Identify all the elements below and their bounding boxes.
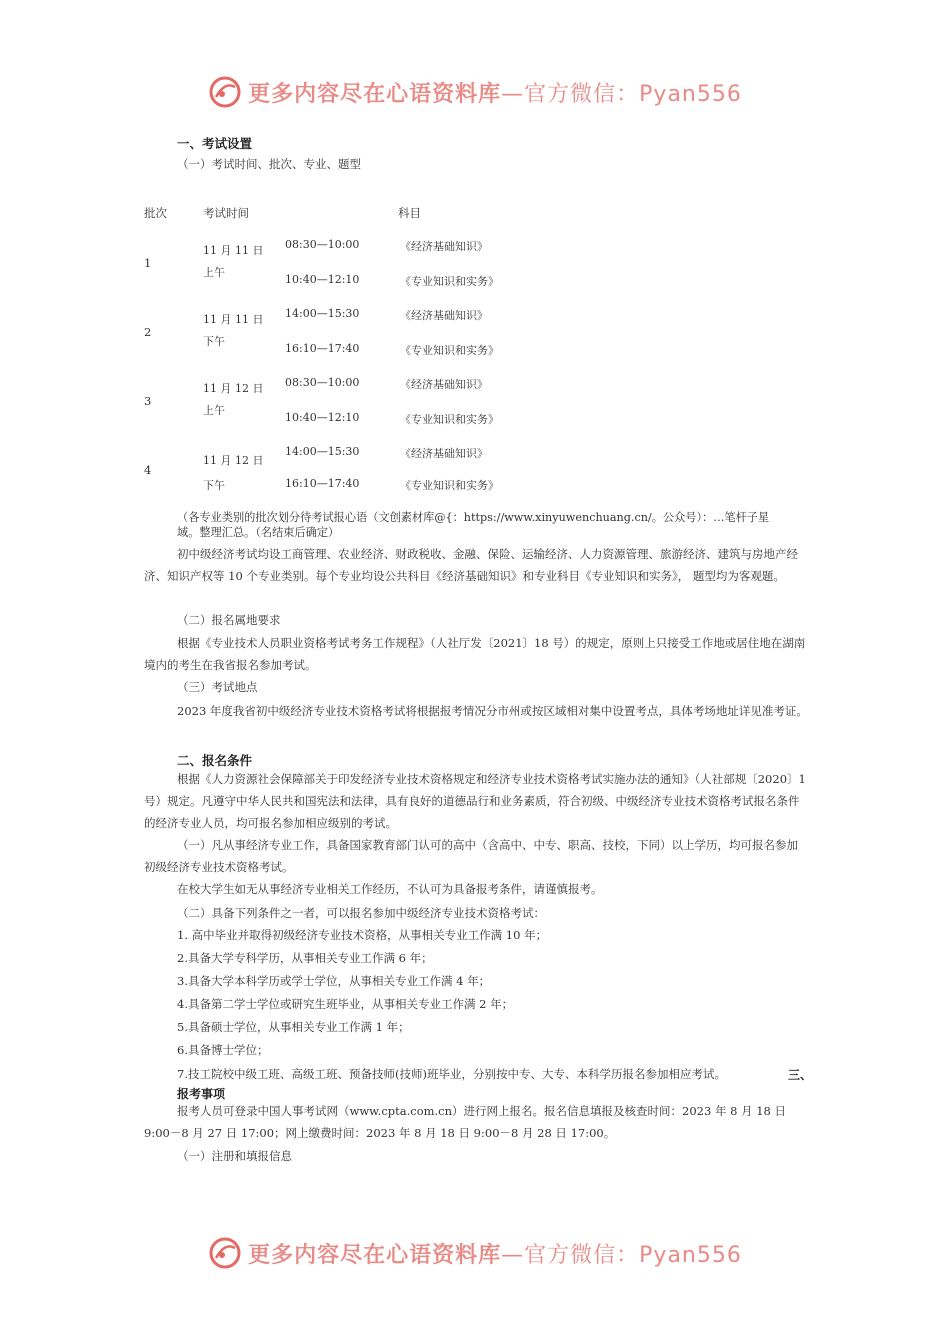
watermark-text: 更多内容尽在心语资料库—官方微信：Pyan556	[248, 81, 742, 107]
section-3-title-prefix: 三、	[788, 1068, 813, 1082]
exam-time-slot: 10:40—12:10	[285, 411, 360, 424]
section-1-title: 一、考试设置	[177, 136, 253, 151]
paragraph-registration-location: 根据《专业技术人员职业资格考试考务工作规程》（人社厅发〔2021〕18 号）的规定，原则上只接受工作地或居住地在湖南境内的考生在我省报名参加考试。	[144, 636, 806, 672]
list-item: 1. 高中毕业并取得初级经济专业技术资格，从事相关专业工作满 10 年；	[177, 928, 548, 942]
batch-number: 3	[144, 394, 152, 408]
batch-date: 11 月 11 日	[203, 313, 264, 326]
watermark-banner-top	[0, 70, 950, 114]
batch-period: 下午	[203, 479, 225, 492]
logo-icon	[208, 75, 242, 109]
watermark-text: 更多内容尽在心语资料库—官方微信：Pyan556	[248, 1242, 742, 1268]
table-header-time: 考试时间	[203, 206, 249, 220]
table-header-batch: 批次	[144, 206, 167, 220]
paragraph-junior-eligibility: （一）凡从事经济专业工作，具备国家教育部门认可的高中（含高中、中专、职高、技校，下同）以上学历，均可报名参加初级经济专业技术资格考试。	[144, 838, 798, 874]
exam-subject: 《经济基础知识》	[400, 309, 488, 322]
exam-time-slot: 14:00—15:30	[285, 307, 360, 320]
subheading-registration-location: （二）报名属地要求	[177, 613, 281, 627]
batch-note-line-1: （各专业类别的批次划分待考试报心语（文创素材库@{：https://www.xinyuwenchuang.cn/。公众号）：…笔杆子星	[177, 511, 770, 524]
exam-subject: 《经济基础知识》	[400, 447, 488, 460]
list-item: 6.具备博士学位；	[177, 1043, 269, 1057]
exam-subject: 《专业知识和实务》	[400, 479, 499, 492]
subheading-exam-location: （三）考试地点	[177, 680, 258, 694]
batch-date: 11 月 12 日	[203, 382, 264, 395]
exam-time-slot: 08:30—10:00	[285, 376, 360, 389]
exam-subject: 《专业知识和实务》	[400, 344, 499, 357]
batch-number: 1	[144, 256, 152, 270]
batch-period: 上午	[203, 266, 225, 279]
batch-number: 2	[144, 325, 152, 339]
list-item: 5.具备硕士学位，从事相关专业工作满 1 年；	[177, 1020, 410, 1034]
exam-subject: 《专业知识和实务》	[400, 275, 499, 288]
exam-time-slot: 14:00—15:30	[285, 445, 360, 458]
paragraph-exam-location: 2023 年度我省初中级经济专业技术资格考试将根据报考情况分市州或按区域相对集中设置考点，具体考场地址详见准考证。	[177, 704, 808, 718]
batch-date: 11 月 11 日	[203, 244, 264, 257]
list-item: 7.技工院校中级工班、高级工班、预备技师(技师)班毕业，分别按中专、大专、本科学历报名参加相应考试。	[177, 1067, 726, 1081]
paragraph-student-note: 在校大学生如无从事经济专业相关工作经历，不认可为具备报考条件，请谨慎报考。	[177, 882, 603, 896]
subheading-exam-time: （一）考试时间、批次、专业、题型	[177, 157, 361, 171]
list-item: 3.具备大学本科学历或学士学位，从事相关专业工作满 4 年；	[177, 974, 491, 988]
paragraph-eligibility-basis: 根据《人力资源社会保障部关于印发经济专业技术资格规定和经济专业技术资格考试实施办法的通知》（人社部规〔2020〕1 号）规定。凡遵守中华人民共和国宪法和法律，具有良好的道德品行和业务素质，符合初级、中级经济专业技术资格考试报名条件的经济专业人员，均可报名参加相应级别的考试。	[144, 772, 806, 830]
exam-subject: 《经济基础知识》	[400, 378, 488, 391]
paragraph-intermediate-eligibility: （二）具备下列条件之一者，可以报名参加中级经济专业技术资格考试：	[177, 906, 545, 920]
batch-period: 下午	[203, 335, 225, 348]
paragraph-registration-info: 报考人员可登录中国人事考试网（www.cpta.com.cn）进行网上报名。报名信息填报及核查时间：2023 年 8 月 18 日 9:00－8 月 27 日 17:00；网上缴费时间：2023 年 8 月 18 日 9:00－8 月 28 日 17:00。	[144, 1104, 787, 1140]
section-3-title: 报考事项	[177, 1087, 226, 1101]
exam-time-slot: 16:10—17:40	[285, 477, 360, 490]
list-item: 2.具备大学专科学历，从事相关专业工作满 6 年；	[177, 951, 433, 965]
exam-subject: 《经济基础知识》	[400, 240, 488, 253]
exam-time-slot: 10:40—12:10	[285, 273, 360, 286]
exam-time-slot: 16:10—17:40	[285, 342, 360, 355]
paragraph-categories: 初中级经济考试均设工商管理、农业经济、财政税收、金融、保险、运输经济、人力资源管理、旅游经济、建筑与房地产经济、知识产权等 10 个专业类别。每个专业均设公共科目《经济基础知识》和专业科目《专业知识和实务》， 题型均为客观题。	[144, 547, 798, 583]
section-2-title: 二、报名条件	[177, 753, 253, 768]
batch-note-line-2: 域。整理汇总。（名结束后确定）	[177, 526, 340, 539]
exam-subject: 《专业知识和实务》	[400, 413, 499, 426]
table-header-subject: 科目	[398, 206, 421, 220]
exam-time-slot: 08:30—10:00	[285, 238, 360, 251]
batch-period: 上午	[203, 404, 225, 417]
batch-number: 4	[144, 463, 152, 477]
watermark-banner-bottom	[0, 1231, 950, 1275]
logo-icon	[208, 1236, 242, 1270]
list-item: 4.具备第二学士学位或研究生班毕业，从事相关专业工作满 2 年；	[177, 997, 514, 1011]
batch-date: 11 月 12 日	[203, 454, 264, 467]
subheading-register: （一）注册和填报信息	[177, 1149, 292, 1163]
